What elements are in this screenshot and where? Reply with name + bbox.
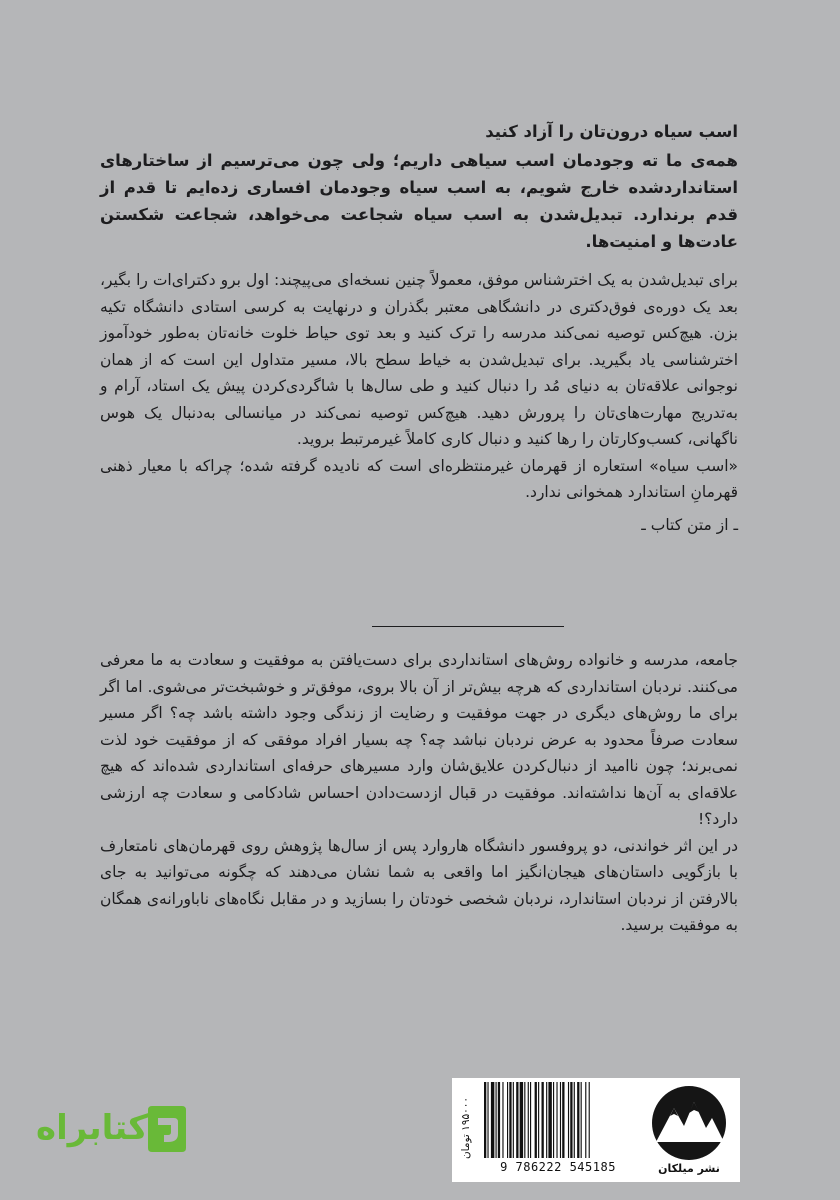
- price-label: [455, 1080, 477, 1176]
- barcode-bar: [556, 1082, 557, 1158]
- barcode-bar: [538, 1082, 539, 1158]
- barcode-bar: [491, 1082, 494, 1158]
- barcode-bar: [507, 1082, 508, 1158]
- excerpt-paragraph: «اسب سیاه» استعاره از قهرمان غیرمنتظره‌ای است که نادیده گرفته شده؛ چراکه با معیار ذهنی قهرمانِ استاندارد همخوانی ندارد.: [100, 456, 738, 501]
- excerpt-source: ـ از متن کتاب ـ: [641, 515, 738, 534]
- blurb-paragraph: در این اثر خواندنی، دو پروفسور دانشگاه هاروارد پس از سال‌ها پژوهش روی قهرمان‌های نامتعارف با بازگویی داستان‌های هیجان‌انگیز اما واقعی به شما نشان می‌دهند که چگونه می‌توانید به جای بالارفتن از نردبان استاندارد، نردبان شخصی خودتان را بسازید و در مقابل نگاه‌های ناباورانه‌ی همگان به موفقیت برسید.: [100, 836, 738, 934]
- barcode-bar: [484, 1082, 486, 1158]
- barcode-bar: [530, 1082, 531, 1158]
- barcode-bar: [560, 1082, 561, 1158]
- barcode-bar: [487, 1082, 488, 1158]
- publisher-name: نشر میلکان: [658, 1162, 720, 1175]
- barcode-bar: [585, 1082, 586, 1158]
- barcode-bar: [502, 1082, 503, 1158]
- barcode-bar: [589, 1082, 590, 1158]
- barcode-bar: [546, 1082, 547, 1158]
- barcode-bar: [496, 1082, 497, 1158]
- blurb: [100, 647, 738, 939]
- barcode-bar: [509, 1082, 511, 1158]
- store-logo-text: کتابراه: [36, 1108, 149, 1148]
- barcode-bar: [542, 1082, 544, 1158]
- mountain-logo-icon: [644, 1084, 734, 1162]
- barcode-bar: [581, 1082, 582, 1158]
- barcode-bar: [548, 1082, 551, 1158]
- barcode-bar: [568, 1082, 569, 1158]
- bookmark-icon: [144, 1104, 190, 1154]
- head-block: [100, 122, 738, 255]
- barcode-bar: [513, 1082, 514, 1158]
- barcode-bar: [574, 1082, 575, 1158]
- barcode-bar: [520, 1082, 523, 1158]
- divider: [372, 626, 564, 627]
- barcode-bar: [562, 1082, 564, 1158]
- barcode-bar: [570, 1082, 572, 1158]
- excerpt-paragraph: برای تبدیل‌شدن به یک اخترشناس موفق، معمولاً چنین نسخه‌ای می‌پیچند: اول برو دکترای‌ات را بگیر، بعد یک دوره‌ی فوق‌دکتری در دانشگاهی معتبر بگذران و درنهایت به کرسی استادی دانشگاه تکیه بزن. هیچ‌کس توصیه نمی‌کند مدرسه را ترک کنید و بعد توی حیاط خلوت خانه‌تان به‌طور خودآموز اخترشناسی یاد بگیرید. برای تبدیل‌شدن به خیاط سطح بالا، مسیر متداول این است که از همان نوجوانی علاقه‌تان به دنیای مُد را دنبال کنید و طی سال‌ها با شاگردی‌کردن پیش یک استاد، آرام و به‌تدریج مهارت‌های‌تان را پرورش دهید. هیچ‌کس توصیه نمی‌کند در میانسالی به‌دنبال یک هوس ناگهانی، کسب‌وکارتان را رها کنید و دنبال کاری کاملاً غیرمرتبط بروید.: [100, 271, 738, 448]
- blurb-paragraph: جامعه، مدرسه و خانواده روش‌های استانداردی برای دست‌یافتن به موفقیت و سعادت به ما معرفی می‌کنند. نردبان استانداردی که هرچه بیش‌تر از آن بالا بروی، موفق‌تر و خوشبخت‌تر می‌شوی. اما اگر برای ما روش‌های دیگری در جهت موفقیت و رضایت از زندگی وجود داشته باشد چه؟ اگر مسیر سعادت صرفاً محدود به عرض نردبان نباشد چه؟ چه بسیار افراد موفقی که از موفقیت خود لذت نمی‌برند؛ چون ناامید از دنبال‌کردن علایق‌شان وارد مسیرهای حرفه‌ای استانداردی شده‌اند که هیچ علاقه‌ای به آن‌ها نداشته‌اند. موفقیت در قبال ازدست‌دادن احساس شادکامی و سعادت چه ارزشی دارد؟!: [100, 651, 738, 828]
- barcode-bar: [535, 1082, 537, 1158]
- barcode-bar: [577, 1082, 579, 1158]
- isbn-number: 9 786222 545185: [500, 1160, 616, 1174]
- headline: اسب سیاه درون‌تان را آزاد کنید: [485, 122, 738, 141]
- barcode-bar: [553, 1082, 554, 1158]
- price-text: ۱۹۵۰۰۰ تومان: [460, 1096, 472, 1160]
- barcode-bar: [528, 1082, 529, 1158]
- intro-paragraph: همه‌ی ما ته وجودمان اسب سیاهی داریم؛ ولی چون می‌ترسیم از ساختارهای استانداردشده خارج شویم، به اسب سیاه وجودمان افساری زده‌ایم تا قدم از قدم برندارد. تبدیل‌شدن به اسب سیاه شجاعت می‌خواهد، شجاعت شکستن عادت‌ها و امنیت‌ها.: [100, 151, 738, 251]
- barcode: [482, 1082, 632, 1158]
- barcode-bar: [516, 1082, 518, 1158]
- barcode-bar: [498, 1082, 500, 1158]
- book-excerpt: [100, 267, 738, 534]
- barcode-bar: [524, 1082, 525, 1158]
